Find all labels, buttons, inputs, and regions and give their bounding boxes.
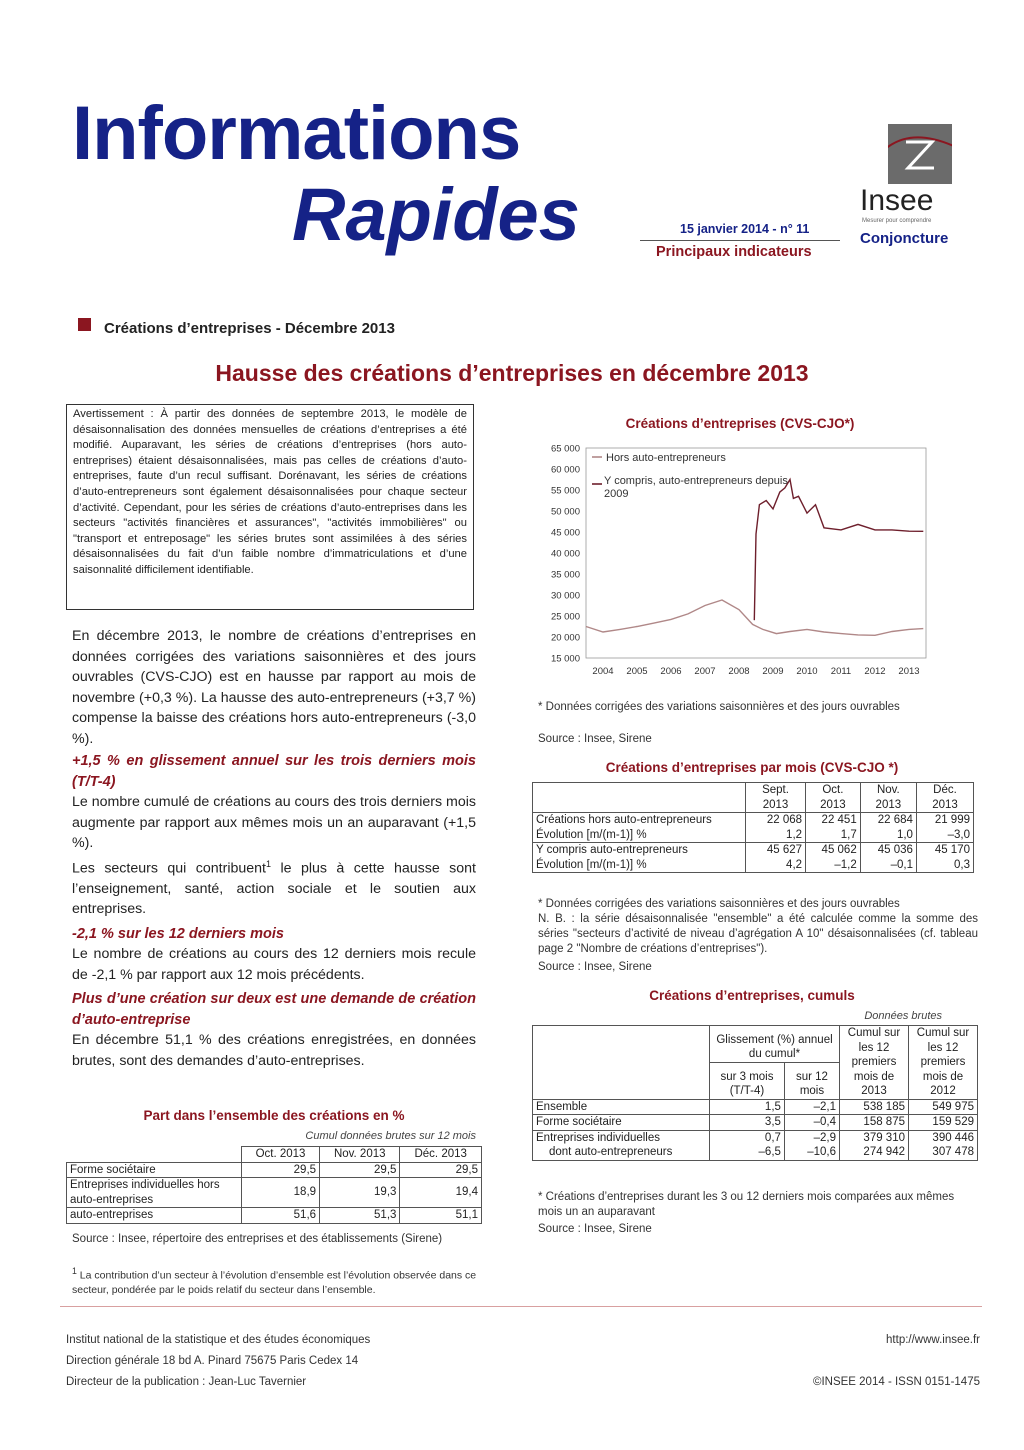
y-tick-label: 40 000: [550, 548, 580, 560]
share-table-caption: Part dans l’ensemble des créations en %: [143, 1108, 405, 1123]
month-table-nb: N. B. : la série désaisonnalisée "ensemble" a été calculée comme la somme des séries "secteurs d’activité de niveau d’agrégation A 10" désaisonnalisées (cf. tableau page 2 "Nombre de créations d’entreprises").: [538, 913, 978, 955]
cumul-table-caption: Créations d’entreprises, cumuls: [649, 988, 855, 1003]
footer-line: Directeur de la publication : Jean-Luc Tavernier: [66, 1376, 307, 1388]
masthead-title: Informations: [72, 91, 521, 176]
x-tick-label: 2013: [898, 666, 920, 677]
column-header: Oct. 2013: [242, 1147, 320, 1163]
y-tick-label: 45 000: [550, 527, 580, 539]
chart-note: * Données corrigées des variations saisonnières et des jours ouvrables: [538, 701, 900, 713]
table-row: [533, 783, 974, 813]
y-tick-label: 60 000: [550, 464, 580, 476]
table-cell: 1,2: [746, 828, 806, 843]
table-cell: –6,5: [710, 1145, 785, 1160]
table-cell: 45 062: [806, 843, 861, 858]
masthead-rule: [640, 240, 840, 241]
line-chart: [530, 440, 950, 690]
table-row: [533, 1115, 978, 1131]
row-label: Entreprises individuelles: [533, 1130, 710, 1145]
table-row: [533, 843, 974, 858]
y-tick-label: 15 000: [550, 653, 580, 665]
footnote-ref: 1: [265, 858, 271, 869]
y-tick-label: 20 000: [550, 632, 580, 644]
x-tick-label: 2010: [796, 666, 818, 677]
month-table: [532, 782, 974, 873]
table-cell: –10,6: [784, 1145, 839, 1160]
table-cell: 51,6: [242, 1208, 320, 1224]
footer-line: Institut national de la statistique et des études économiques: [66, 1334, 371, 1346]
row-label: Créations hors auto-entrepreneurs: [533, 813, 746, 828]
x-tick-label: 2009: [762, 666, 784, 677]
table-row: [67, 1208, 482, 1224]
legend: [592, 452, 804, 507]
footer-url[interactable]: http://www.insee.fr: [886, 1334, 980, 1346]
row-label: Forme sociétaire: [67, 1162, 242, 1178]
column-header: Nov. 2013: [320, 1147, 400, 1163]
table-cell: –1,2: [806, 858, 861, 873]
table-row: [533, 1026, 978, 1063]
share-table-note: Cumul données brutes sur 12 mois: [305, 1130, 476, 1142]
cumul-table-note: Données brutes: [864, 1010, 942, 1022]
y-tick-label: 25 000: [550, 611, 580, 623]
table-row: [67, 1178, 482, 1208]
legend-entry: Y compris, auto-entrepreneurs depuis 2009: [604, 475, 788, 500]
table-cell: 29,5: [400, 1162, 482, 1178]
table-cell: –0,1: [860, 858, 916, 873]
x-tick-label: 2012: [864, 666, 886, 677]
paragraph: En décembre 2013, le nombre de créations d’entreprises en données corrigées des variations saisonnières et des jours ouvrables (CVS-CJO) est en hausse par rapport au mois de novembre (+0,3 %). La hausse des auto-entrepreneurs (+3,7 %) compense la baisse des créations hors auto-entrepreneurs (-3,0 %).: [72, 628, 476, 747]
warning-box: Avertissement : À partir des données de septembre 2013, le modèle de désaisonnalisation des données mensuelles de créations d’entreprises a été modifié. Auparavant, les séries de créations d’entreprises (hors auto-entreprises) étaient désaisonnalisées, mais pas celles de créations d’auto-entreprises, faute d’un recul suffisant. Dorénavant, les séries de créations d’auto-entrepreneurs sont également désaisonnalisées pour chaque secteur d’activité. Cependant, pour les séries de créations d’auto-entreprises dans les secteurs "activités financières et assurances", "activités immobilières" ou "transport et entreposage" les séries brutes sont assimilées à des séries désaisonnalisées du fait d’un faible nombre d’immatriculations et d’une saisonnalité difficilement identifiable.: [66, 404, 474, 610]
column-header: sur 3 mois (T/T-4): [710, 1062, 785, 1099]
footer-rule: [60, 1306, 982, 1307]
y-tick-label: 30 000: [550, 590, 580, 602]
cumul-table: [532, 1025, 978, 1161]
issue-category: Principaux indicateurs: [656, 244, 812, 260]
footer-address: [66, 1330, 370, 1393]
footer-line: Direction générale 18 bd A. Pinard 75675 Paris Cedex 14: [66, 1355, 359, 1367]
table-cell: 158 875: [840, 1115, 909, 1131]
row-label: dont auto-entrepreneurs: [533, 1145, 710, 1160]
column-header: Déc. 2013: [400, 1147, 482, 1163]
footnote-mark: 1: [72, 1266, 77, 1276]
table-cell: 22 068: [746, 813, 806, 828]
month-table-note: * Données corrigées des variations saisonnières et des jours ouvrables: [538, 898, 900, 910]
x-tick-label: 2004: [592, 666, 614, 677]
logo-tagline: Mesurer pour comprendre: [862, 218, 932, 224]
table-cell: 45 036: [860, 843, 916, 858]
table-cell: 21 999: [916, 813, 973, 828]
table-row: [533, 858, 974, 873]
x-tick-label: 2011: [830, 666, 852, 677]
footer-copyright: ©INSEE 2014 - ISSN 0151-1475: [812, 1376, 980, 1388]
column-header: Déc. 2013: [916, 783, 973, 813]
section-title: Créations d’entreprises - Décembre 2013: [104, 320, 395, 337]
row-label: Ensemble: [533, 1099, 710, 1115]
paragraph: Les secteurs qui contribuent$^1$ le plus à cette hausse sont l’enseignement, santé, action sociale et le soutien aux entreprises.: [72, 858, 476, 918]
subheading: Plus d’une création sur deux est une demande de création d’auto-entreprise: [72, 991, 476, 1028]
table-row: [533, 1145, 978, 1160]
issue-date: 15 janvier 2014 - n° 11: [680, 222, 810, 236]
column-header: Oct. 2013: [806, 783, 861, 813]
column-header: Glissement (%) annuel du cumul*: [710, 1026, 840, 1063]
table-cell: 0,7: [710, 1130, 785, 1145]
table-cell: 29,5: [242, 1162, 320, 1178]
table-row: [533, 828, 974, 843]
row-label: Évolution [m/(m-1)] %: [533, 828, 746, 843]
table-cell: 538 185: [840, 1099, 909, 1115]
column-header: sur 12 mois: [784, 1062, 839, 1099]
table-cell: –3,0: [916, 828, 973, 843]
table-cell: 307 478: [909, 1145, 978, 1160]
column-header: Sept. 2013: [746, 783, 806, 813]
cumul-table-footnote: * Créations d’entreprises durant les 3 ou 12 derniers mois comparées aux mêmes mois un an auparavant: [538, 1191, 955, 1218]
table-cell: 51,1: [400, 1208, 482, 1224]
table-row: [67, 1147, 482, 1163]
logo-name: Insee: [860, 184, 934, 217]
y-tick-label: 65 000: [550, 443, 580, 455]
month-table-source: Source : Insee, Sirene: [538, 961, 652, 973]
share-table: [66, 1146, 482, 1224]
paragraph: Le nombre de créations au cours des 12 derniers mois recule de -2,1 % par rapport aux 12 mois précédents.: [72, 946, 476, 983]
paragraph: Le nombre cumulé de créations au cours des trois derniers mois augmente par rapport aux mêmes mois un an auparavant (+1,5 %).: [72, 794, 476, 851]
table-cell: 45 170: [916, 843, 973, 858]
section-bullet-icon: [78, 318, 91, 331]
table-row: [67, 1162, 482, 1178]
column-header: Cumul sur les 12 premiers mois de 2013: [840, 1026, 909, 1100]
table-cell: 159 529: [909, 1115, 978, 1131]
x-tick-label: 2007: [694, 666, 716, 677]
x-tick-label: 2008: [728, 666, 750, 677]
table-row: [533, 813, 974, 828]
headline: Hausse des créations d’entreprises en décembre 2013: [215, 360, 809, 386]
table-cell: 19,4: [400, 1178, 482, 1208]
table-cell: 379 310: [840, 1130, 909, 1145]
table-cell: 274 942: [840, 1145, 909, 1160]
y-tick-label: 35 000: [550, 569, 580, 581]
table-cell: –2,1: [784, 1099, 839, 1115]
table-cell: 0,3: [916, 858, 973, 873]
masthead-subtitle: Rapides: [292, 173, 580, 256]
table-cell: 22 684: [860, 813, 916, 828]
table-cell: 18,9: [242, 1178, 320, 1208]
share-table-footnote: $^1$ La contribution d’un secteur à l’évolution d’ensemble est l’évolution observée dans ce secteur, pondérée par le poids relatif du secteur dans l’ensemble.: [72, 1266, 477, 1296]
subheading: -2,1 % sur les 12 derniers mois: [72, 925, 284, 942]
column-header: Cumul sur les 12 premiers mois de 2012: [909, 1026, 978, 1100]
month-table-caption: Créations d’entreprises par mois (CVS-CJO *): [605, 760, 899, 775]
column-header: Nov. 2013: [860, 783, 916, 813]
insee-logo-icon: [888, 124, 952, 184]
table-cell: 1,0: [860, 828, 916, 843]
table-cell: 549 975: [909, 1099, 978, 1115]
cumul-table-source: Source : Insee, Sirene: [538, 1223, 652, 1235]
table-row: [533, 1099, 978, 1115]
table-cell: 51,3: [320, 1208, 400, 1224]
table-cell: 45 627: [746, 843, 806, 858]
row-label: Évolution [m/(m-1)] %: [533, 858, 746, 873]
x-tick-label: 2006: [660, 666, 682, 677]
body-text: [72, 626, 476, 1071]
row-label: Entreprises individuelles hors auto-entreprises: [67, 1178, 242, 1208]
table-cell: –0,4: [784, 1115, 839, 1131]
table-row: [533, 1130, 978, 1145]
table-cell: 1,5: [710, 1099, 785, 1115]
subheading: +1,5 % en glissement annuel sur les trois derniers mois (T/T-4): [72, 753, 476, 790]
table-cell: –2,9: [784, 1130, 839, 1145]
table-cell: 4,2: [746, 858, 806, 873]
share-table-source: Source : Insee, répertoire des entreprises et des établissements (Sirene): [72, 1233, 443, 1245]
logo-section: Conjoncture: [860, 230, 949, 247]
chart-title: Créations d’entreprises (CVS-CJO*): [625, 416, 855, 431]
legend-entry: Hors auto-entrepreneurs: [606, 452, 726, 464]
chart-source: Source : Insee, Sirene: [538, 733, 652, 745]
table-cell: 3,5: [710, 1115, 785, 1131]
table-cell: 1,7: [806, 828, 861, 843]
row-label: Forme sociétaire: [533, 1115, 710, 1131]
row-label: Y compris auto-entrepreneurs: [533, 843, 746, 858]
x-tick-label: 2005: [626, 666, 648, 677]
row-label: auto-entreprises: [67, 1208, 242, 1224]
y-tick-label: 55 000: [550, 485, 580, 497]
table-cell: 19,3: [320, 1178, 400, 1208]
y-tick-label: 50 000: [550, 506, 580, 518]
table-cell: 390 446: [909, 1130, 978, 1145]
table-cell: 29,5: [320, 1162, 400, 1178]
table-cell: 22 451: [806, 813, 861, 828]
paragraph: En décembre 51,1 % des créations enregistrées, en données brutes, sont des demandes d’auto-entreprises.: [72, 1032, 476, 1069]
